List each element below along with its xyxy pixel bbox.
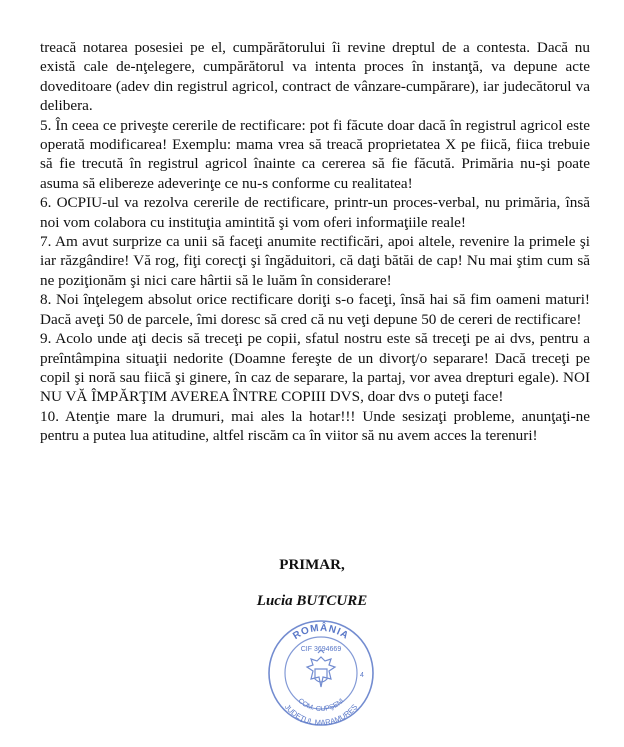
paragraph: 5. În ceea ce priveşte cererile de rectificare: pot fi făcute doar dacă în registrul agricol este operată modificarea! Exemplu: mama vrea să treacă proprietatea X pe fiică, fiica trebuie să fie trecută în registrul agricol înainte ca cererea să fie făcută. Primăria nu-şi poate asuma să elibereze adeverinţe ce nu-s conforme cu realitatea! xyxy=(40,116,590,192)
paragraph: 7. Am avut surprize ca unii să faceţi anumite rectificări, apoi altele, revenire la primele şi iar răzgândire! Vă rog, fiţi corecţi şi îngăduitori, că daţi bătăi de cap! Nu mai ştim cum să ne poziţionăm şi nici care hârtii să le luăm în considerare! xyxy=(40,233,590,289)
paragraph: treacă notarea posesiei pe el, cumpărătorului îi revine dreptul de a contesta. Dacă nu există cale de-nţelegere, cumpărătorul va intenta proces în instanţă, va depune acte doveditoare (adev din registrul agricol, contract de vânzare-cumpărare), iar judecătorul va delibera. xyxy=(40,39,590,115)
stamp-bottom-outer-text: JUDEŢUL MARAMUREŞ xyxy=(282,702,360,728)
paragraph: 10. Atenţie mare la drumuri, mai ales la hotar!!! Unde sesizaţi probleme, anunţaţi-ne pentru a putea lua atitudine, altfel riscăm ca în viitor să nu avem acces la terenuri! xyxy=(40,407,590,445)
paragraph: 6. OCPIU-ul va rezolva cererile de rectificare, printr-un proces-verbal, nu primăria, însă noi vom colabora cu instituţia amintită şi vom oferi informaţiile reale! xyxy=(40,194,590,231)
stamp-top-text: ROMÂNIA xyxy=(291,622,351,643)
stamp-bottom-inner-text: COM. CUPŞENI xyxy=(296,697,346,714)
paragraph: 8. Noi înţelegem absolut orice rectificare doriţi s-o faceţi, însă hai să fim oameni maturi! Dacă aveţi 50 de parcele, îmi doresc să cred că nu veţi depune 50 de cereri de rectificare! xyxy=(40,291,590,328)
stamp-number: 4 xyxy=(360,672,364,679)
coat-of-arms-icon xyxy=(307,650,335,687)
official-stamp xyxy=(265,617,377,729)
stamp-code: CIF 3694669 xyxy=(300,646,342,653)
paragraph: 9. Acolo unde aţi decis să treceţi pe copii, sfatul nostru este să treceţi pe ai dvs, pentru a preîntâmpina situaţii nedorite (Doamne fereşte de un divorţ/o separare! Dacă treceţi pe copil şi noră sau fiică şi ginere, în caz de separare, la partaj, vor avea drepturi egale). NOI NU VĂ ÎMPĂRŢIM AVEREA ÎNTRE COPIII DVS, doar dvs o puteţi face! xyxy=(40,330,590,406)
document-body xyxy=(40,38,590,446)
signature-name: Lucia BUTCURE xyxy=(256,593,368,609)
signature-title: PRIMAR, xyxy=(279,557,345,573)
